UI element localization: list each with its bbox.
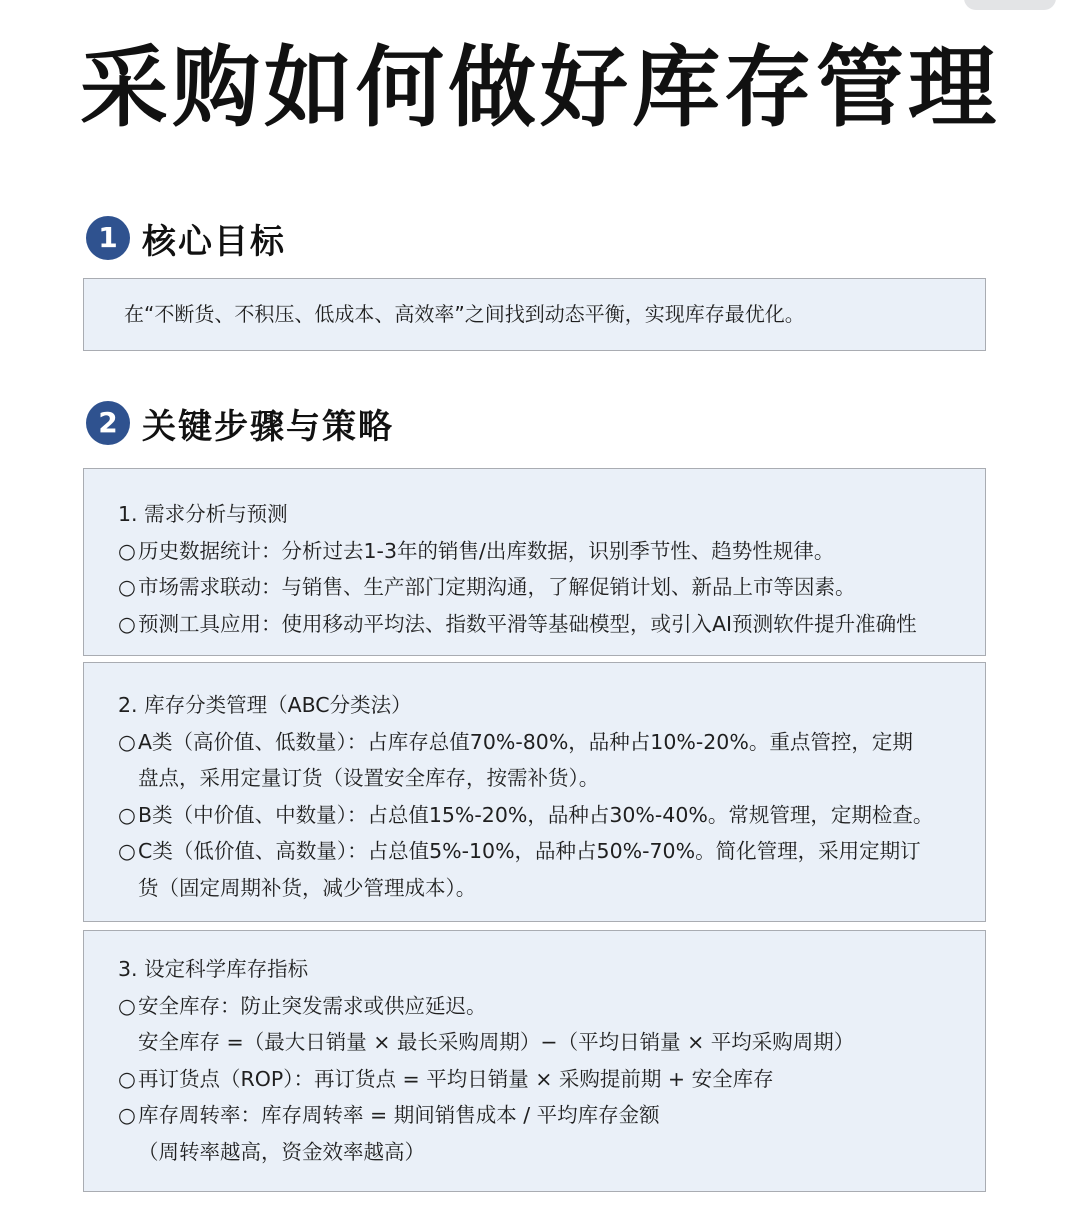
list-item bbox=[118, 533, 963, 570]
demand-forecast-content bbox=[118, 496, 963, 642]
section-heading-text: 关键步骤与策略 bbox=[142, 406, 394, 447]
circle-bullet-icon: ○ bbox=[118, 1103, 136, 1127]
list-item-text: 安全库存：防止突发需求或供应延迟。 bbox=[138, 993, 487, 1018]
list-item-c-continuation: 货（固定周期补货，减少管理成本）。 bbox=[138, 875, 477, 900]
core-goal-text: 在“不断货、不积压、低成本、高效率”之间找到动态平衡，实现库存最优化。 bbox=[124, 302, 805, 326]
page-title: 采购如何做好库存管理 bbox=[79, 36, 1000, 139]
list-item-safety-stock bbox=[118, 988, 963, 1025]
circle-bullet-icon: ○ bbox=[118, 611, 136, 636]
list-item-text: 预测工具应用：使用移动平均法、指数平滑等基础模型，或引入AI预测软件提升准确性 bbox=[138, 611, 917, 636]
circle-bullet-icon: ○ bbox=[118, 1066, 136, 1091]
safety-stock-formula: 安全库存 =（最大日销量 × 最长采购周期）−（平均日销量 × 平均采购周期） bbox=[138, 1030, 855, 1054]
list-item-a bbox=[118, 724, 963, 761]
inventory-metrics-content bbox=[118, 951, 963, 1170]
block-title: 3. 设定科学库存指标 bbox=[118, 957, 309, 981]
list-item-reorder-point bbox=[118, 1061, 963, 1098]
list-item-text: B类（中价值、中数量）：占总值15%-20%，品种占30%-40%。常规管理，定期检查。 bbox=[138, 802, 934, 827]
core-goal-box bbox=[83, 278, 986, 351]
list-item-turnover-rate bbox=[118, 1097, 963, 1134]
list-item-text: 市场需求联动：与销售、生产部门定期沟通，了解促销计划、新品上市等因素。 bbox=[138, 575, 856, 599]
demand-forecast-box bbox=[83, 468, 986, 656]
list-item-text: A类（高价值、低数量）：占库存总值70%-80%，品种占10%-20%。重点管控，定期 bbox=[138, 729, 913, 754]
list-item-text: C类（低价值、高数量）：占总值5%-10%，品种占50%-70%。简化管理，采用定期订 bbox=[138, 839, 921, 863]
top-right-pill bbox=[964, 0, 1056, 10]
abc-classification-content bbox=[118, 687, 963, 906]
block-title: 2. 库存分类管理（ABC分类法） bbox=[118, 693, 412, 717]
section-heading-core-goal bbox=[86, 214, 286, 262]
block-title: 1. 需求分析与预测 bbox=[118, 502, 288, 526]
list-item-text: 再订货点（ROP）：再订货点 = 平均日销量 × 采购提前期 + 安全库存 bbox=[138, 1066, 774, 1091]
list-item bbox=[118, 569, 963, 606]
circle-bullet-icon: ○ bbox=[118, 729, 136, 754]
circle-bullet-icon: ○ bbox=[118, 839, 136, 863]
circle-bullet-icon: ○ bbox=[118, 538, 136, 563]
list-item-text: 历史数据统计：分析过去1-3年的销售/出库数据，识别季节性、趋势性规律。 bbox=[138, 538, 835, 563]
circle-bullet-icon: ○ bbox=[118, 993, 136, 1018]
list-item-b bbox=[118, 797, 963, 834]
section-heading-key-steps bbox=[86, 399, 394, 447]
list-item-a-continuation: 盘点，采用定量订货（设置安全库存，按需补货）。 bbox=[138, 766, 600, 790]
section-heading-text: 核心目标 bbox=[142, 221, 286, 262]
list-item-c bbox=[118, 833, 963, 870]
circle-bullet-icon: ○ bbox=[118, 802, 136, 827]
list-item-text: 库存周转率：库存周转率 = 期间销售成本 / 平均库存金额 bbox=[138, 1103, 660, 1127]
number-badge: 1 bbox=[86, 216, 130, 260]
list-item bbox=[118, 606, 963, 643]
inventory-metrics-box bbox=[83, 930, 986, 1192]
turnover-rate-note: （周转率越高，资金效率越高） bbox=[138, 1139, 425, 1164]
circle-bullet-icon: ○ bbox=[118, 575, 136, 599]
number-badge: 2 bbox=[86, 401, 130, 445]
abc-classification-box bbox=[83, 662, 986, 922]
